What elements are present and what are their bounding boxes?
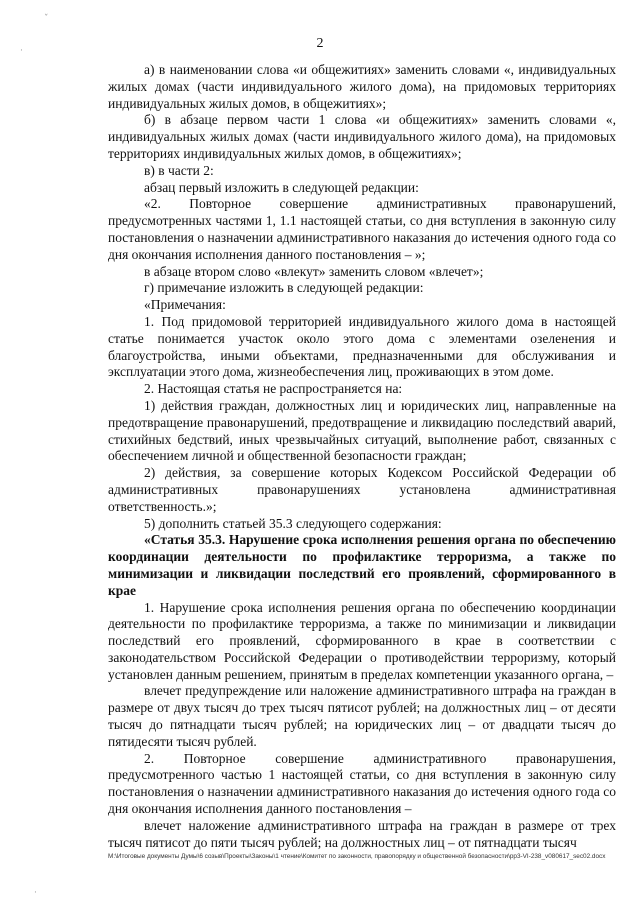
page-number: 2 [316,36,324,51]
paragraph: 2. Повторное совершение административного правонарушения, предусмотренного частью 1 настоящей статьи, со дня вступления в законную силу постановления о назначении административного наказания до истечения одного года со дня окончания исполнения данного постановления – [108,750,616,817]
paragraph: 1) действия граждан, должностных лиц и юридических лиц, направленные на предотвращение правонарушений, предотвращение и ликвидацию последствий аварий, стихийных бедствий, иных чрезвычайных ситуаций, выполнение работ, связанных с обеспечением личной и общественной безопасности граждан; [108,397,616,464]
paragraph: в) в части 2: [144,162,214,178]
paragraph: «2. Повторное совершение административных правонарушений, предусмотренных частями 1, 1.1 настоящей статьи, со дня вступления в законную силу постановления о назначении административного наказания до истечения одного года со дня окончания исполнения данного постановления – »; [108,196,616,262]
paragraph: влечет предупреждение или наложение административного штрафа на граждан в размере от двух тысяч до трех тысяч пятисот рублей; на должностных лиц – от десяти тысяч до пятнадцати тысяч рублей; на юридических лиц – от двадцати тысяч до пятидесяти тысяч рублей. [108,683,616,749]
article-heading: «Статья 35.3. Нарушение срока исполнения решения органа по обеспечению координации деятельности по профилактике терроризма, а также по минимизации и ликвидации последствий его проявлений, сформированного в крае [108,532,616,598]
scan-speck: · [20,46,23,56]
scan-speck: ˇ [44,14,49,24]
footer-file-path: M:\Итоговые документы Думы\6 созыв\Проекты\Законы\1 чтение\Комитет по законности, правопорядку и общественной безопасности\pp3-VI-238_v080617_sec02.docx [108,853,606,860]
paragraph: б) в абзаце первом части 1 слова «и общежитиях» заменить словами «, индивидуальных жилых домах (части индивидуального жилого дома), на придомовых территориях индивидуальных жилых домов, в общежитиях»; [108,112,616,161]
paragraph: г) примечание изложить в следующей редакции: [144,280,424,296]
paragraph: абзац первый изложить в следующей редакции: [144,179,419,195]
paragraph: 1. Под придомовой территорией индивидуального жилого дома в настоящей статье понимается участок около этого дома с элементами озеленения и благоустройства, иными объектами, предназначенными для обслуживания и эксплуатации этого дома, жизнеобеспечения лиц, проживающих в этом доме. [108,313,616,380]
paragraph: 2. Настоящая статья не распространяется на: [144,381,403,397]
paragraph: 1. Нарушение срока исполнения решения органа по обеспечению координации деятельности по профилактике терроризма, а также по минимизации и ликвидации последствий его проявлений, сформированного в крае в соответствии с законодательством Российской Федерации о противодействии терроризму, который установлен данным решением, принятым в пределах компетенции указанного органа, – [108,599,616,682]
scan-speck: · [34,888,37,898]
paragraph: 2) действия, за совершение которых Кодексом Российской Федерации об административных правонарушениях установлена административная ответственность.»; [108,465,616,514]
document-body [108,62,616,851]
paragraph: в абзаце втором слово «влекут» заменить словом «влечет»; [144,263,484,279]
paragraph: 5) дополнить статьей 35.3 следующего содержания: [144,515,442,531]
paragraph: «Примечания: [144,297,226,313]
paragraph: влечет наложение административного штрафа на граждан в размере от трех тысяч пятисот до пяти тысяч рублей; на должностных лиц – от пятнадцати тысяч [108,817,616,850]
paragraph: а) в наименовании слова «и общежитиях» заменить словами «, индивидуальных жилых домах (части индивидуального жилого дома), на придомовых территориях индивидуальных жилых домов, в общежитиях»; [108,62,616,111]
